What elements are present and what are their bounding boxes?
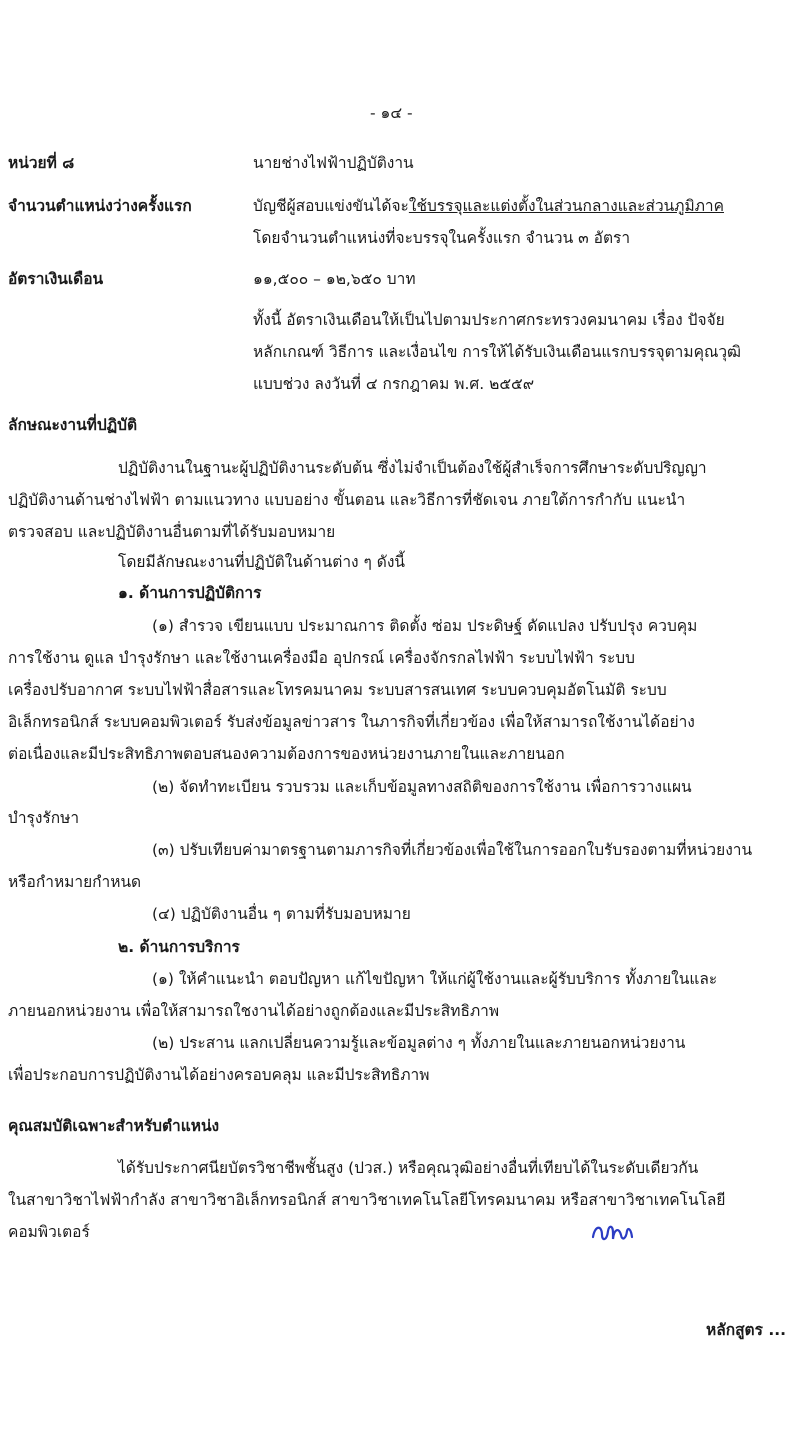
- section-1-line: บำรุงรักษา: [8, 809, 80, 827]
- salary-label: อัตราเงินเดือน: [8, 270, 104, 288]
- duties-intro-line: ตรวจสอบ และปฏิบัติงานอื่นตามที่ได้รับมอบหมาย: [8, 523, 336, 541]
- unit-label: หน่วยที่ ๘: [8, 154, 75, 172]
- section-1-line: (๒) จัดทำทะเบียน รวบรวม และเก็บข้อมูลทางสถิติของการใช้งาน เพื่อการวางแผน: [152, 778, 692, 796]
- page-number: - ๑๔ -: [370, 104, 413, 122]
- section-1-line: ต่อเนื่องและมีประสิทธิภาพตอบสนองความต้องการของหน่วยงานภายในและภายนอก: [8, 745, 565, 763]
- section-2-line: เพื่อประกอบการปฏิบัติงานได้อย่างครอบคลุม และมีประสิทธิภาพ: [8, 1066, 430, 1084]
- positions-line-1-underlined: ใช้บรรจุและแต่งตั้งในส่วนกลางและส่วนภูมิภาค: [408, 197, 724, 215]
- section-2-line: (๑) ให้คำแนะนำ ตอบปัญหา แก้ไขปัญหา ให้แก่ผู้ใช้งานและผู้รับบริการ ทั้งภายในและ: [152, 970, 718, 988]
- section-1-line: เครื่องปรับอากาศ ระบบไฟฟ้าสื่อสารและโทรคมนาคม ระบบสารสนเทศ ระบบควบคุมอัตโนมัติ ระบบ: [8, 681, 667, 699]
- positions-line-1: [253, 193, 724, 218]
- unit-value: นายช่างไฟฟ้าปฏิบัติงาน: [253, 154, 414, 172]
- qualifications-line: คอมพิวเตอร์: [8, 1223, 90, 1241]
- section-2-line: (๒) ประสาน แลกเปลี่ยนความรู้และข้อมูลต่าง ๆ ทั้งภายในและภายนอกหน่วยงาน: [152, 1034, 686, 1052]
- salary-value: ๑๑,๕๐๐ – ๑๒,๖๕๐ บาท: [253, 270, 416, 288]
- footer-continue: หลักสูตร ...: [705, 1321, 786, 1339]
- qualifications-line: ในสาขาวิชาไฟฟ้ากำลัง สาขาวิชาอิเล็กทรอนิกส์ สาขาวิชาเทคโนโลยีโทรคมนาคม หรือสาขาวิชาเทคโนโลยี: [8, 1191, 726, 1209]
- positions-label: จำนวนตำแหน่งว่างครั้งแรก: [8, 197, 192, 215]
- salary-note-line: แบบช่วง ลงวันที่ ๔ กรกฎาคม พ.ศ. ๒๕๕๙: [253, 375, 535, 393]
- section-1-line: หรือกำหมายกำหนด: [8, 873, 142, 891]
- section-2-line: ภายนอกหน่วยงาน เพื่อให้สามารถใชงานได้อย่างถูกต้องและมีประสิทธิภาพ: [8, 1002, 500, 1020]
- section-1-line: การใช้งาน ดูแล บำรุงรักษา และใช้งานเครื่องมือ อุปกรณ์ เครื่องจักรกลไฟฟ้า ระบบไฟฟ้า ระบบ: [8, 649, 635, 667]
- section-1-title: ๑. ด้านการปฏิบัติการ: [118, 584, 262, 602]
- duties-heading: ลักษณะงานที่ปฏิบัติ: [8, 416, 138, 434]
- duties-intro-line: ปฏิบัติงานด้านช่างไฟฟ้า ตามแนวทาง แบบอย่าง ขั้นตอน และวิธีการที่ชัดเจน ภายใต้การกำกับ แนะนำ: [8, 491, 686, 509]
- qualifications-line: ได้รับประกาศนียบัตรวิชาชีพชั้นสูง (ปวส.) หรือคุณวุฒิอย่างอื่นที่เทียบได้ในระดับเดียวกัน: [118, 1159, 699, 1177]
- duties-intro-line: ปฏิบัติงานในฐานะผู้ปฏิบัติงานระดับต้น ซึ่งไม่จำเป็นต้องใช้ผู้สำเร็จการศึกษาระดับปริญญา: [118, 459, 707, 477]
- salary-note-line: ทั้งนี้ อัตราเงินเดือนให้เป็นไปตามประกาศกระทรวงคมนาคม เรื่อง ปัจจัย: [253, 311, 725, 329]
- section-1-line: (๑) สำรวจ เขียนแบบ ประมาณการ ติดตั้ง ซ่อม ประดิษฐ์ ดัดแปลง ปรับปรุง ควบคุม: [152, 617, 698, 635]
- qualifications-heading: คุณสมบัติเฉพาะสำหรับตำแหน่ง: [8, 1117, 220, 1135]
- section-1-line: อิเล็กทรอนิกส์ ระบบคอมพิวเตอร์ รับส่งข้อมูลข่าวสาร ในภารกิจที่เกี่ยวข้อง เพื่อให้สามารถใช้งานได้อย่าง: [8, 713, 695, 731]
- positions-line-1-text: บัญชีผู้สอบแข่งขันได้จะ: [253, 197, 409, 215]
- section-1-line: (๓) ปรับเทียบค่ามาตรฐานตามภารกิจที่เกี่ยวข้องเพื่อใช้ในการออกใบรับรองตามที่หน่วยงาน: [152, 841, 753, 859]
- section-2-title: ๒. ด้านการบริการ: [118, 938, 240, 956]
- duties-intro-line: โดยมีลักษณะงานที่ปฏิบัติในด้านต่าง ๆ ดังนี้: [118, 553, 406, 571]
- salary-note-line: หลักเกณฑ์ วิธีการ และเงื่อนไข การให้ได้รับเงินเดือนแรกบรรจุตามคุณวุฒิ: [253, 343, 742, 361]
- handwritten-initials-signature: [590, 1217, 636, 1245]
- positions-line-2: โดยจำนวนตำแหน่งที่จะบรรจุในครั้งแรก จำนวน ๓ อัตรา: [253, 229, 631, 247]
- section-1-line: (๔) ปฏิบัติงานอื่น ๆ ตามที่รับมอบหมาย: [152, 905, 411, 923]
